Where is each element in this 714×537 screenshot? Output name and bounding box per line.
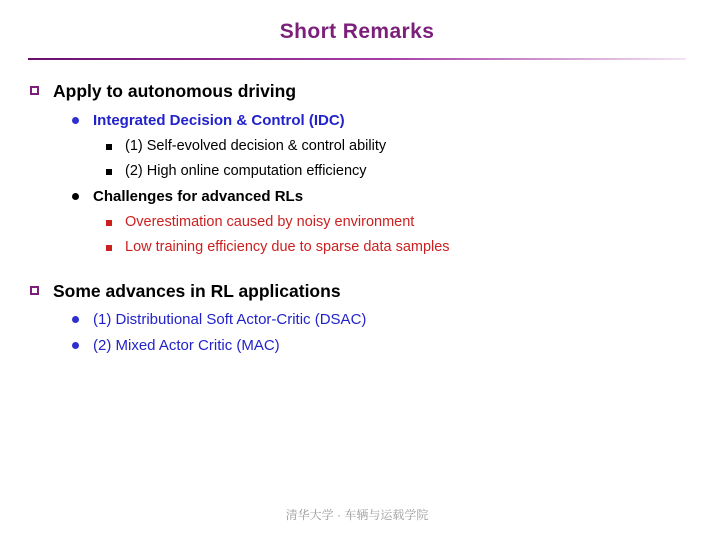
- list-item: [30, 186, 684, 207]
- section-spacer: [30, 262, 684, 280]
- list-item-label: (2) High online computation efficiency: [125, 162, 367, 179]
- page-title: Short Remarks: [279, 20, 435, 43]
- list-item-label: Overestimation caused by noisy environment: [125, 213, 415, 230]
- list-item: [30, 110, 684, 131]
- section-heading-label: Apply to autonomous driving: [53, 81, 297, 101]
- list-item-label: (1) Self-evolved decision & control ability: [125, 137, 387, 154]
- section-heading: [30, 280, 684, 304]
- section-some-advances-in-rl-applications: [30, 280, 684, 357]
- list-item: [30, 161, 684, 182]
- list-item: [30, 212, 684, 233]
- slide-footer: 清华大学 · 车辆与运载学院: [285, 508, 429, 522]
- list-item-label: Integrated Decision & Control (IDC): [93, 111, 345, 129]
- section-apply-to-autonomous-driving: [30, 80, 684, 258]
- list-item: [30, 335, 684, 356]
- list-item: [30, 237, 684, 258]
- section-heading-label: Some advances in RL applications: [53, 280, 341, 301]
- list-item-label: (1) Distributional Soft Actor-Critic (DSAC): [93, 311, 367, 329]
- list-item-label: (2) Mixed Actor Critic (MAC): [93, 337, 280, 355]
- list-item-label: Challenges for advanced RLs: [93, 187, 304, 205]
- slide-body: [0, 60, 714, 356]
- list-item-label: Low training efficiency due to sparse data samples: [125, 238, 450, 255]
- section-heading: [30, 80, 684, 104]
- list-item: [30, 309, 684, 330]
- list-item: [30, 136, 684, 157]
